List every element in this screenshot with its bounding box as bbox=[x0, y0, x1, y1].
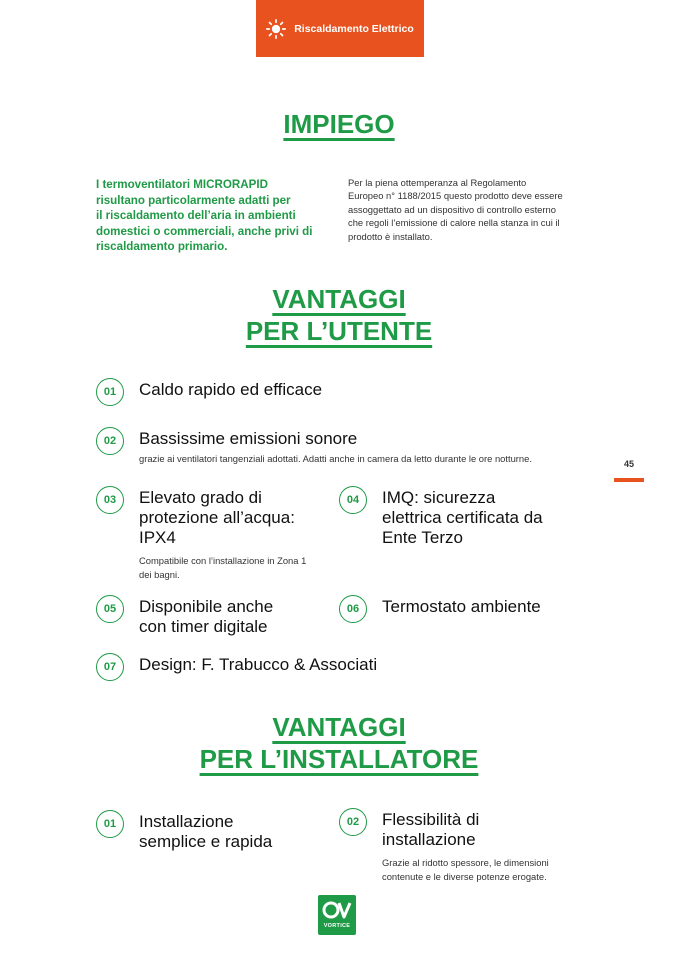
impiego-left-text: I termoventilatori MICRORAPID risultano particolarmente adatti per il riscaldamento dell’aria in ambienti domestici o commerciali, anche privi di riscaldamento primario. bbox=[96, 178, 313, 253]
sun-icon bbox=[266, 19, 286, 39]
list-item bbox=[339, 808, 549, 884]
vortice-logo bbox=[318, 895, 356, 935]
item-title: Design: F. Trabucco & Associati bbox=[139, 655, 378, 674]
page-number: 45 bbox=[623, 459, 634, 469]
logo-text: VORTICE bbox=[323, 923, 351, 929]
list-item bbox=[96, 595, 273, 637]
item-title: Installazione semplice e rapida bbox=[139, 812, 273, 851]
item-number: 04 bbox=[339, 486, 367, 514]
list-item bbox=[96, 486, 306, 582]
utente-heading: VANTAGGI PER L’UTENTE bbox=[245, 284, 433, 346]
page-marker bbox=[614, 478, 644, 482]
item-number: 06 bbox=[339, 595, 367, 623]
item-title: Bassissime emissioni sonore bbox=[139, 429, 358, 448]
item-title: Termostato ambiente bbox=[382, 597, 541, 616]
section-label: Riscaldamento Elettrico bbox=[294, 22, 414, 35]
item-title: Disponibile anche con timer digitale bbox=[139, 597, 274, 636]
item-number: 02 bbox=[96, 427, 124, 455]
section-tab bbox=[256, 0, 424, 57]
list-item bbox=[339, 595, 541, 623]
item-description: Grazie al ridotto spessore, le dimensioni contenute e le diverse potenze erogate. bbox=[382, 857, 549, 882]
impiego-heading: IMPIEGO bbox=[283, 109, 395, 139]
item-title: Flessibilità di installazione bbox=[382, 810, 480, 849]
list-item bbox=[96, 653, 377, 681]
item-number: 03 bbox=[96, 486, 124, 514]
item-number: 07 bbox=[96, 653, 124, 681]
item-title: Elevato grado di protezione all’acqua: IPX4 bbox=[139, 488, 295, 547]
item-description: grazie ai ventilatori tangenziali adottati. Adatti anche in camera da letto durante le ore notturne. bbox=[139, 453, 532, 464]
item-title: IMQ: sicurezza elettrica certificata da Ente Terzo bbox=[382, 488, 543, 547]
item-number: 01 bbox=[96, 378, 124, 406]
item-number: 05 bbox=[96, 595, 124, 623]
list-item bbox=[96, 427, 532, 466]
item-number: 02 bbox=[339, 808, 367, 836]
installatore-heading: VANTAGGI PER L’INSTALLATORE bbox=[199, 712, 479, 774]
item-description: Compatibile con l’installazione in Zona 1 dei bagni. bbox=[139, 555, 307, 580]
impiego-right-text: Per la piena ottemperanza al Regolamento Europeo n° 1188/2015 questo prodotto deve essere assoggettato ad un dispositivo di controllo esterno che regoli l’emissione di calore nella stanza in cui il prodotto è installato. bbox=[348, 177, 563, 242]
list-item bbox=[96, 378, 322, 406]
vortice-logo-icon bbox=[322, 898, 352, 922]
item-number: 01 bbox=[96, 810, 124, 838]
item-title: Caldo rapido ed efficace bbox=[139, 380, 323, 399]
list-item bbox=[339, 486, 543, 548]
list-item bbox=[96, 810, 272, 852]
